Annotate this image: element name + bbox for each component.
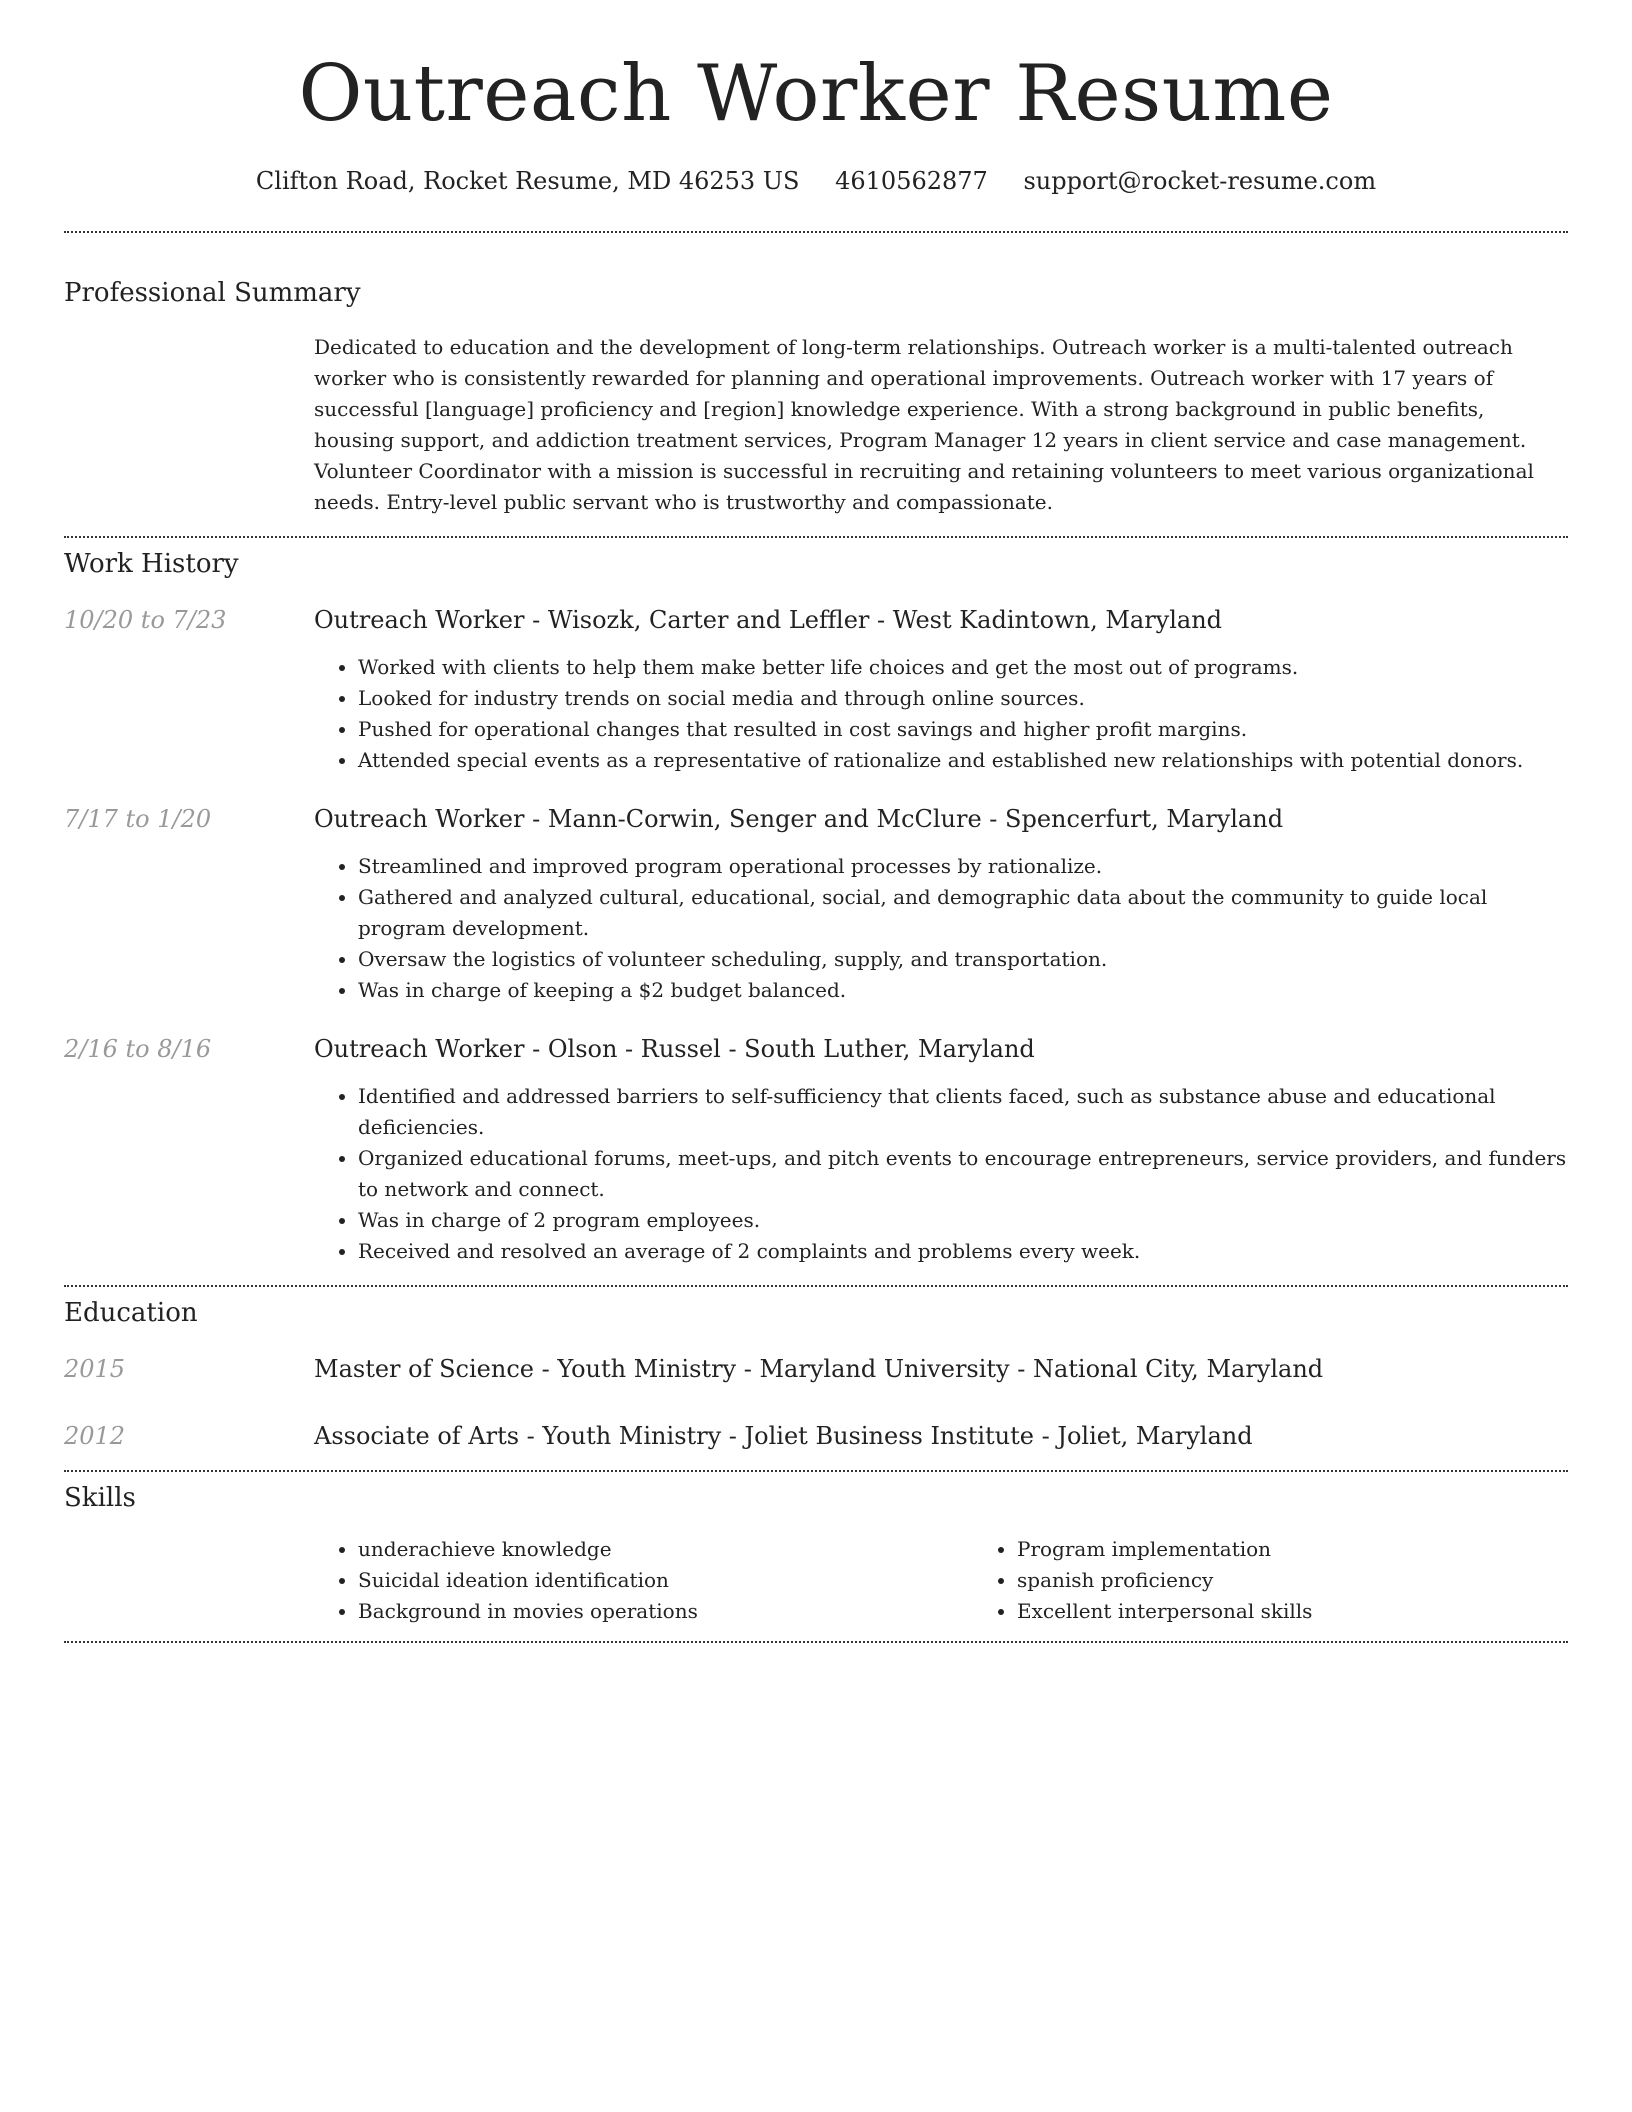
skills-column (314, 1534, 973, 1627)
resume-title: Outreach Worker Resume (298, 49, 1334, 139)
education-section (64, 1287, 1568, 1452)
skills-heading: Skills (64, 1483, 136, 1514)
resume-page (64, 0, 1568, 1643)
job-dates: 10/20 to 7/23 (64, 605, 227, 634)
job-bullet: • Received and resolved an average of 2 complaints and problems every week. (358, 1236, 1568, 1267)
job-bullet: • Oversaw the logistics of volunteer scheduling, supply, and transportation. (358, 944, 1568, 975)
job-bullet: • Worked with clients to help them make better life choices and get the most out of programs. (358, 652, 1568, 683)
skill-item: • Background in movies operations (358, 1596, 973, 1627)
contact-phone: 4610562877 (835, 166, 988, 195)
job-bullets (314, 652, 1568, 776)
skill-item: • Suicidal ideation identification (358, 1565, 973, 1596)
education-degree: Master of Science - Youth Ministry - Maryland University - National City, Maryland (314, 1354, 1324, 1383)
job-bullet: • Was in charge of keeping a $2 budget balanced. (358, 975, 1568, 1006)
contact-line (64, 166, 1568, 197)
education-degree: Associate of Arts - Youth Ministry - Joliet Business Institute - Joliet, Maryland (314, 1422, 1253, 1451)
skills-column (973, 1534, 1632, 1627)
education-entry (64, 1354, 1568, 1385)
summary-heading: Professional Summary (64, 277, 361, 308)
skill-item: • Excellent interpersonal skills (1017, 1596, 1632, 1627)
job-entry (64, 804, 1568, 1006)
skill-item: • Program implementation (1017, 1534, 1632, 1565)
job-entry (64, 605, 1568, 776)
job-bullet: • Gathered and analyzed cultural, educational, social, and demographic data about the community to guide local program development. (358, 882, 1568, 944)
skills-list (314, 1534, 1632, 1627)
skills-section (64, 1472, 1568, 1627)
education-year: 2012 (64, 1422, 126, 1451)
job-bullets (314, 1081, 1568, 1267)
job-bullet: • Pushed for operational changes that resulted in cost savings and higher profit margins. (358, 714, 1568, 745)
job-bullet: • Attended special events as a representative of rationalize and established new relationships with potential donors. (358, 745, 1568, 776)
job-title: Outreach Worker - Mann-Corwin, Senger and McClure - Spencerfurt, Maryland (314, 804, 1284, 833)
job-dates: 7/17 to 1/20 (64, 804, 212, 833)
summary-text: Dedicated to education and the development of long-term relationships. Outreach worker is a multi-talented outreach worker who is consistently rewarded for planning and operational improvements. Outreach worker with 17 years of successful [language] proficiency and [region] knowledge experience. With a strong background in public benefits, housing support, and addiction treatment services, Program Manager 12 years in client service and case management. Volunteer Coordinator with a mission is successful in recruiting and retaining volunteers to meet various organizational needs. Entry-level public servant who is trustworthy and compassionate. (314, 334, 1534, 514)
contact-email: support@rocket-resume.com (1023, 166, 1377, 195)
education-entry (64, 1421, 1568, 1452)
job-title: Outreach Worker - Wisozk, Carter and Leffler - West Kadintown, Maryland (314, 605, 1223, 634)
summary-section (64, 233, 1568, 518)
job-bullet: • Identified and addressed barriers to self-sufficiency that clients faced, such as substance abuse and educational deficiencies. (358, 1081, 1568, 1143)
contact-address: Clifton Road, Rocket Resume, MD 46253 US (255, 166, 800, 195)
skill-item: • spanish proficiency (1017, 1565, 1632, 1596)
education-heading: Education (64, 1298, 198, 1329)
work-history-section (64, 538, 1568, 1267)
job-bullet: • Looked for industry trends on social media and through online sources. (358, 683, 1568, 714)
job-bullets (314, 851, 1568, 1006)
job-entry (64, 1034, 1568, 1267)
skill-item: • underachieve knowledge (358, 1534, 973, 1565)
job-bullet: • Organized educational forums, meet-ups, and pitch events to encourage entrepreneurs, service providers, and funders to network and connect. (358, 1143, 1568, 1205)
education-year: 2015 (64, 1354, 126, 1383)
job-bullet: • Was in charge of 2 program employees. (358, 1205, 1568, 1236)
job-title: Outreach Worker - Olson - Russel - South Luther, Maryland (314, 1034, 1035, 1063)
job-bullet: • Streamlined and improved program operational processes by rationalize. (358, 851, 1568, 882)
divider (64, 1641, 1568, 1643)
job-dates: 2/16 to 8/16 (64, 1034, 212, 1063)
work-history-heading: Work History (64, 548, 239, 579)
